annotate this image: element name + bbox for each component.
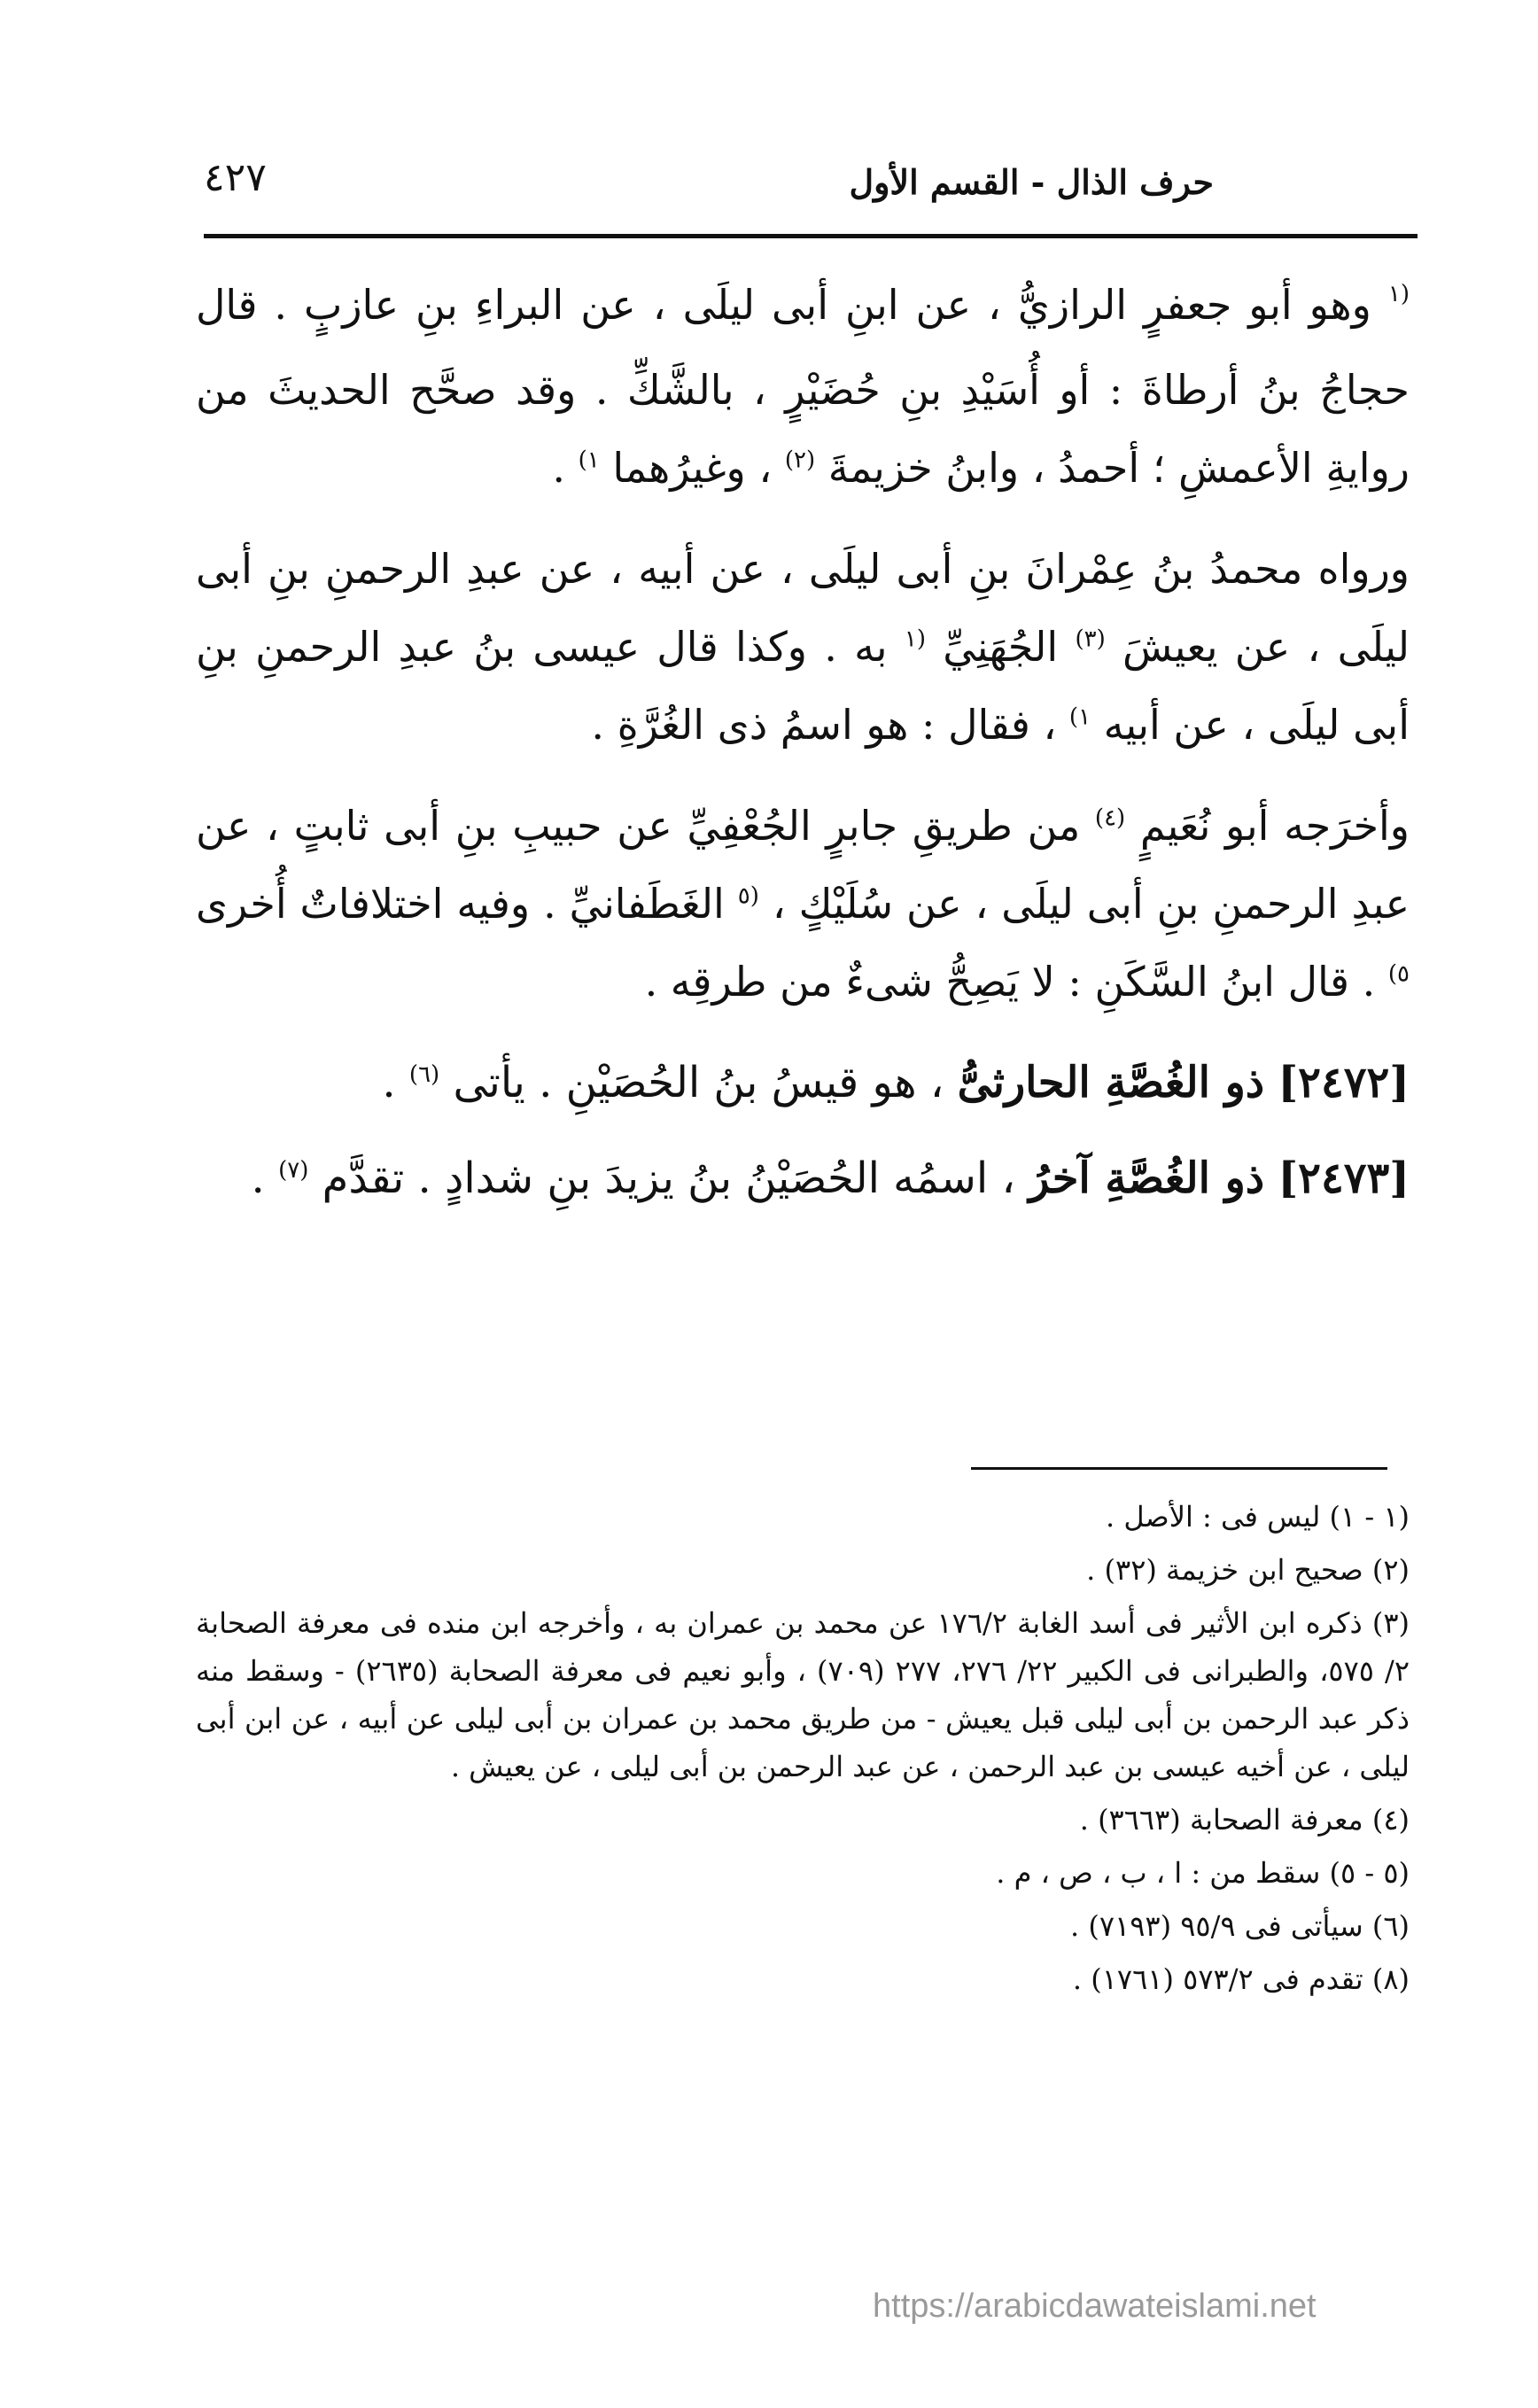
footnotes — [196, 1493, 1410, 2008]
paragraph-text: . قال ابنُ السَّكَنِ : لا يَصِحُّ شىءٌ من طرقِه . — [644, 958, 1376, 1006]
paragraph-text: به . وكذا قال عيسى بنُ عبدِ الرحمنِ بنِ أبى ليلَى ، عن أبيه — [196, 623, 1410, 749]
paragraph-text: وأخرَجه أبو نُعَيمٍ — [1139, 802, 1410, 850]
running-title: حرف الذال - القسم الأول — [849, 162, 1214, 202]
footnote: (٤) معرفة الصحابة (٣٦٦٣) . — [1079, 1803, 1410, 1837]
entry-end: . — [251, 1154, 265, 1203]
footnote-marker-open: (٥ — [737, 882, 759, 910]
footnote: (٣) ذكره ابن الأثير فى أسد الغابة ١٧٦/٢ عن محمد بن عمران به ، وأخرجه ابن منده فى معرفة الصحابة ٢/ ٥٧٥، والطبرانى فى الكبير ٢٢/ ٢٧٦، ٢٧٧ (٧٠٩) ، وأبو نعيم فى معرفة الصحابة (٢٦٣٥) - وسقط منه ذكر عبد الرحمن بن أبى ليلى قبل يعيش - من طريق محمد بن عمران بن أبى ليلى عن أبيه ، عن ابن أبى ليلى ، عن أخيه عيسى بن عبد الرحمن ، عن عبد الرحمن بن أبى ليلى ، عن يعيش . — [196, 1606, 1410, 1783]
main-text — [196, 266, 1410, 1235]
paragraph-3 — [196, 787, 1410, 1021]
page-header — [204, 155, 1418, 235]
footnote-marker-close: ١) — [1068, 703, 1091, 731]
paragraph-text: الجُهَنِيِّ — [943, 623, 1059, 671]
footnote-marker-open: (١ — [904, 625, 926, 653]
footnote-marker-close: ١) — [578, 447, 600, 474]
entry-end: . — [382, 1058, 396, 1107]
footnote-ref: (٣) — [1075, 625, 1106, 653]
footnote-ref: (٢) — [784, 447, 816, 474]
paragraph-text: ورواه محمدُ بنُ عِمْرانَ بنِ أبى ليلَى ، عن أبيه ، عن عبدِ الرحمنِ بنِ أبى ليلَى ، عن يعيشَ — [196, 545, 1410, 671]
paragraph-text: ، فقال : هو اسمُ ذى الغُرَّةِ . — [591, 701, 1057, 749]
footnote: (٨) تقدم فى ٥٧٣/٢ (١٧٦١) . — [1072, 1962, 1410, 1996]
paragraph-text: الغَطَفانيِّ . وفيه اختلافاتٌ أُخرى — [196, 880, 725, 928]
entry-2472 — [196, 1044, 1410, 1122]
paragraph-text: من طريقِ جابرٍ الجُعْفِيِّ عن حبيبِ بنِ أبى ثابتٍ ، عن عبدِ الرحمنِ بنِ أبى ليلَى ، عن سُلَيْكٍ ، — [196, 802, 1410, 928]
footnote: (٥ - ٥) سقط من : ا ، ب ، ص ، م . — [996, 1856, 1410, 1890]
footnote-ref: (٧) — [278, 1157, 309, 1184]
footnote-ref: (٦) — [408, 1061, 440, 1088]
footnote-marker-open: (١ — [1387, 281, 1410, 307]
paragraph-1 — [196, 266, 1410, 507]
entry-heading: ذو الغُصَّةِ الحارثىُّ — [957, 1058, 1265, 1107]
paragraph-end: . — [552, 444, 565, 492]
footnote-separator — [971, 1467, 1387, 1470]
footnote: (١ - ١) ليس فى : الأصل . — [1105, 1500, 1410, 1534]
page-number: ٤٢٧ — [204, 155, 267, 200]
paragraph-2 — [196, 530, 1410, 764]
entry-text: ، اسمُه الحُصَيْنُ بنُ يزيدَ بنِ شدادٍ . تقدَّم — [322, 1154, 1015, 1203]
entry-text: ، هو قيسُ بنُ الحُصَيْنِ . يأتى — [453, 1058, 944, 1107]
paragraph-text: وهو أبو جعفرٍ الرازيُّ ، عن ابنِ أبى ليلَى ، عن البراءِ بنِ عازبٍ . قال حجاجُ بنُ أرطاةَ : أو أُسَيْدِ بنِ حُضَيْرٍ ، بالشَّكِّ . وقد صحَّح الحديثَ من روايةِ الأعمشِ ؛ أحمدُ ، وابنُ خزيمةَ — [196, 281, 1410, 492]
entry-number: [٢٤٧٣] — [1278, 1154, 1410, 1203]
footnote-ref: (٤) — [1094, 804, 1126, 832]
footnote-marker-close: ٥) — [1387, 960, 1410, 988]
entry-2473 — [196, 1139, 1410, 1217]
paragraph-text: ، وغيرُهما — [612, 444, 773, 492]
footnote: (٦) سيأتى فى ٩٥/٩ (٧١٩٣) . — [1069, 1909, 1410, 1943]
footnote: (٢) صحيح ابن خزيمة (٣٢) . — [1086, 1553, 1410, 1587]
entry-heading: ذو الغُصَّةِ آخرُ — [1029, 1154, 1265, 1203]
header-rule — [204, 234, 1418, 238]
watermark-url: https://arabicdawateislami.net — [873, 2288, 1317, 2325]
entry-number: [٢٤٧٢] — [1278, 1058, 1410, 1107]
